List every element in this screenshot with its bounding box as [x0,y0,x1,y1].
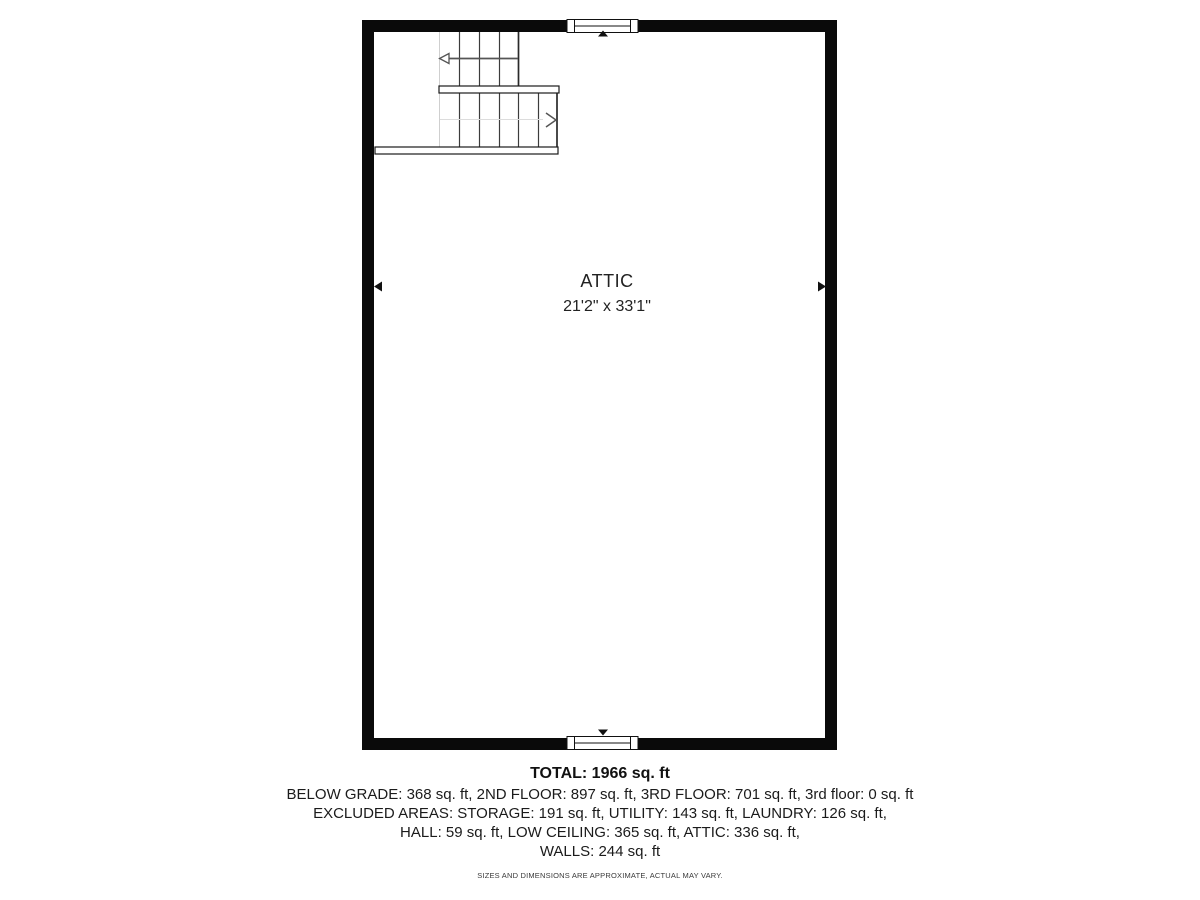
bottom-window-marker-icon [598,730,608,736]
summary-line-excluded-areas-2: HALL: 59 sq. ft, LOW CEILING: 365 sq. ft, ATTIC: 336 sq. ft, [400,824,800,841]
wall-outline [368,26,831,744]
staircase [375,26,559,154]
room-name-label: ATTIC [580,271,634,291]
summary-total: TOTAL: 1966 sq. ft [530,765,670,782]
summary-line-walls: WALLS: 244 sq. ft [539,843,661,860]
top-window [567,20,638,33]
bottom-window [567,737,638,750]
room-dimensions-label: 21'2" x 33'1" [563,298,651,315]
summary-line-excluded-areas: EXCLUDED AREAS: STORAGE: 191 sq. ft, UTILITY: 143 sq. ft, LAUNDRY: 126 sq. ft, [313,805,887,822]
summary-line-floors: BELOW GRADE: 368 sq. ft, 2ND FLOOR: 897 sq. ft, 3RD FLOOR: 701 sq. ft, 3rd floor: 0 sq. ft [286,786,914,803]
stair-bottom-edge [375,147,558,154]
stair-landing [439,86,559,93]
stair-down-chevron-icon [546,113,556,127]
disclaimer-text: SIZES AND DIMENSIONS ARE APPROXIMATE, ACTUAL MAY VARY. [477,871,723,880]
left-wall-arrow-icon [374,282,382,292]
stair-up-arrow-icon [440,54,519,64]
right-wall-arrow-icon [818,282,826,292]
